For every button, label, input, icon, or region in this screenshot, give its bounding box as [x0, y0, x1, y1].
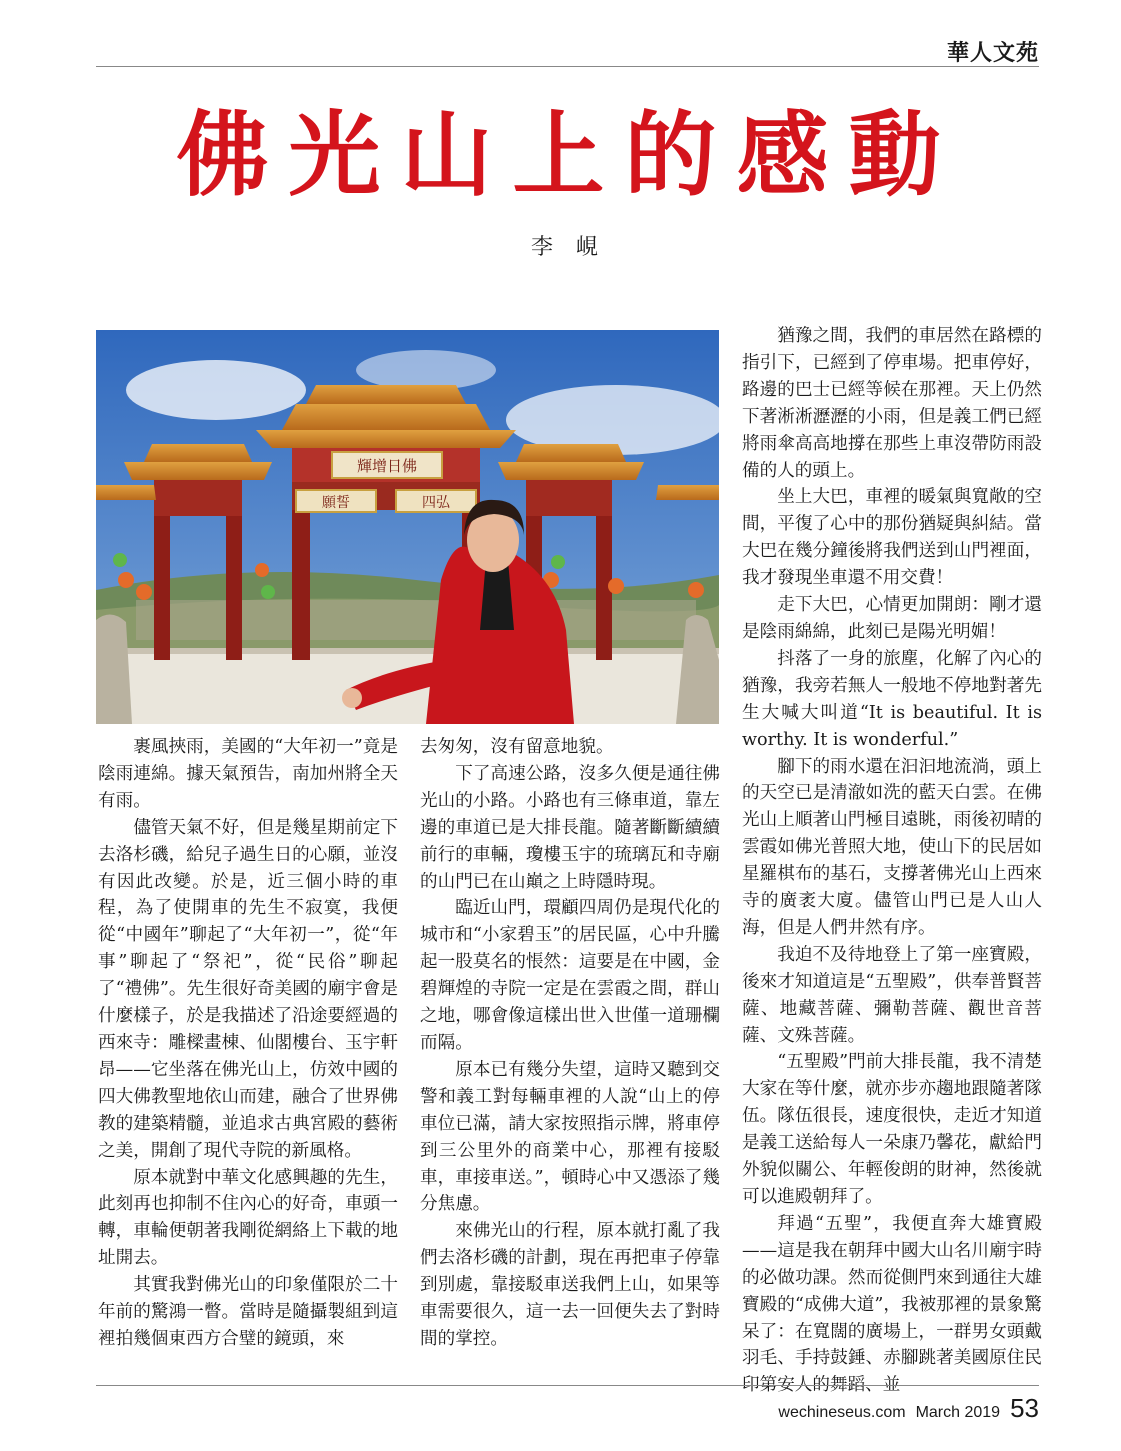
- paragraph: 下了高速公路，沒多久便是通往佛光山的小路。小路也有三條車道，靠左邊的車道已是大排長龍。隨著斷斷續續前行的車輛，瓊樓玉宇的琉璃瓦和寺廟的山門已在山巔之上時隱時現。: [420, 763, 720, 892]
- footer-site: wechineseus.com: [778, 1404, 906, 1421]
- plaque-bottom-left-text: 願誓: [322, 495, 350, 511]
- footer-issue: March 2019: [915, 1404, 1001, 1421]
- paragraph: 坐上大巴，車裡的暖氣與寬敞的空間，平復了心中的那份猶疑與糾結。當大巴在幾分鐘後將我們送到山門裡面，我才發現坐車還不用交費！: [742, 487, 1042, 589]
- page-footer: [778, 1393, 1039, 1424]
- page-number: 53: [1010, 1393, 1039, 1423]
- section-label: 華人文苑: [946, 40, 1039, 66]
- article-title: 佛光山上的感動: [176, 101, 961, 209]
- bottom-rule: [96, 1385, 1039, 1386]
- paragraph: 原本就對中華文化感興趣的先生，此刻再也抑制不住內心的好奇，車頭一轉，車輪便朝著我剛從網絡上下載的地址開去。: [98, 1167, 398, 1269]
- paragraph: 臨近山門，環顧四周仍是現代化的城市和“小家碧玉”的居民區，心中升騰起一股莫名的悵然：這要是在中國，金碧輝煌的寺院一定是在雲霞之間，群山之地，哪會像這樣出世入世僅一道珊欄而隔。: [420, 898, 720, 1053]
- paragraph: 抖落了一身的旅塵，化解了內心的猶豫，我旁若無人一般地不停地對著先生大喊大叫道“It is beautiful. It is worthy. It is wonderful.”: [742, 648, 1042, 750]
- text-column-3: [742, 323, 1042, 1399]
- text-column-2: [420, 734, 720, 1353]
- plaque-top-text: 輝增日佛: [356, 457, 418, 475]
- article-author: 李 峴: [531, 235, 606, 260]
- paragraph: 其實我對佛光山的印象僅限於二十年前的驚鴻一瞥。當時是隨攝製組到這裡拍幾個東西方合璧的鏡頭，來: [98, 1275, 398, 1349]
- paragraph: 拜過“五聖”，我便直奔大雄寶殿——這是我在朝拜中國大山名川廟宇時的必做功課。然而從側門來到通往大雄寶殿的“成佛大道”，我被那裡的景象驚呆了：在寬闊的廣場上，一群男女頭戴羽毛、手持鼓錘、赤腳跳著美國原住民印第安人的舞蹈、並: [742, 1213, 1042, 1396]
- paragraph: “五聖殿”門前大排長龍，我不清楚大家在等什麼，就亦步亦趨地跟隨著隊伍。隊伍很長，速度很快，走近才知道是義工送給每人一朵康乃馨花，獻給門外貌似關公、年輕俊朗的財神，然後就可以進殿朝拜了。: [742, 1052, 1042, 1207]
- paragraph: 裹風挾雨，美國的“大年初一”竟是陰雨連綿。據天氣預告，南加州將全天有雨。: [98, 737, 398, 811]
- paragraph: 我迫不及待地登上了第一座寶殿，後來才知道這是“五聖殿”，供奉普賢菩薩、地藏菩薩、彌勒菩薩、觀世音菩薩、文殊菩薩。: [742, 944, 1042, 1046]
- paragraph: 猶豫之間，我們的車居然在路標的指引下，已經到了停車場。把車停好，路邊的巴士已經等候在那裡。天上仍然下著淅淅瀝瀝的小雨，但是義工們已經將雨傘高高地撐在那些上車沒帶防雨設備的人的頭上。: [742, 326, 1042, 481]
- paragraph: 去匆匆，沒有留意地貌。: [420, 737, 614, 757]
- paragraph: 來佛光山的行程，原本就打亂了我們去洛杉磯的計劃，現在再把車子停靠到別處，靠接駁車送我們上山，如果等車需要很久，這一去一回便失去了對時間的掌控。: [420, 1221, 720, 1349]
- text-column-1: [98, 734, 398, 1353]
- top-rule: [96, 66, 1039, 67]
- paragraph: 儘管天氣不好，但是幾星期前定下去洛杉磯，給兒子過生日的心願，並沒有因此改變。於是，近三個小時的車程，為了使開車的先生不寂寞，我便從“中國年”聊起了“大年初一”，從“年事”聊起了“祭祀”，從“民俗”聊起了“禮佛”。先生很好奇美國的廟宇會是什麼樣子，於是我描述了沿途要經過的西來寺：雕樑畫棟、仙閣樓台、玉宇軒昂——它坐落在佛光山上，仿效中國的四大佛教聖地依山而建，融合了世界佛教的建築精髓，並追求古典宮殿的藝術之美，開創了現代寺院的新風格。: [98, 817, 398, 1161]
- temple-gate-photo: [96, 330, 719, 724]
- paragraph: 腳下的雨水還在汩汩地流淌，頭上的天空已是清澈如洗的藍天白雲。在佛光山上順著山門極目遠眺，雨後初晴的雲霞如佛光普照大地，使山下的民居如星羅棋布的基石，支撐著佛光山上西來寺的廣袤大廈。儘管山門已是人山人海，但是人們井然有序。: [742, 756, 1042, 938]
- paragraph: 走下大巴，心情更加開朗：剛才還是陰雨綿綿，此刻已是陽光明媚！: [742, 595, 1042, 642]
- plaque-bottom-right-text: 四弘: [422, 495, 450, 511]
- paragraph: 原本已有幾分失望，這時又聽到交警和義工對每輛車裡的人說“山上的停車位已滿，請大家按照指示牌，將車停到三公里外的商業中心，那裡有接駁車，車接車送。”，頓時心中又憑添了幾分焦慮。: [420, 1059, 720, 1215]
